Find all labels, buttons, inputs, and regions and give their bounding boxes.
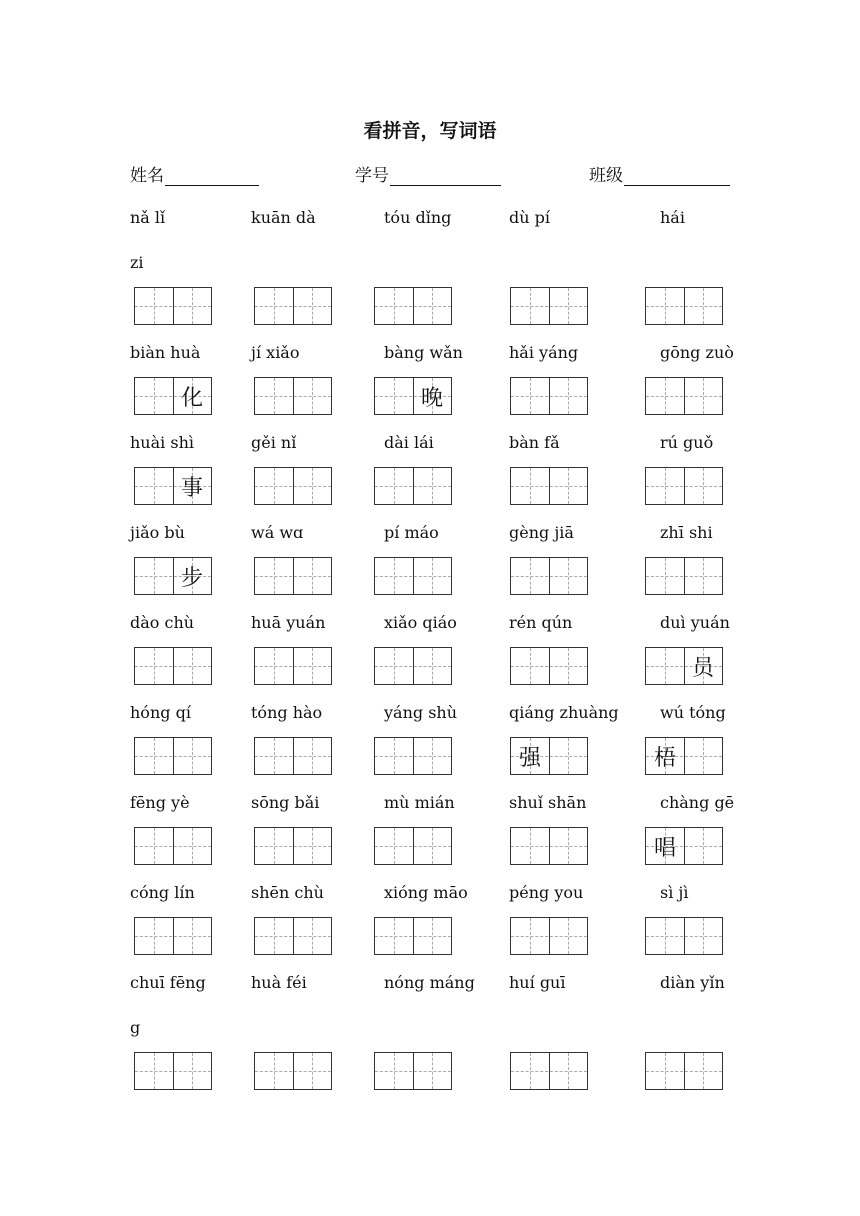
character-cell[interactable] (684, 828, 722, 864)
writing-box[interactable] (645, 377, 723, 415)
writing-box[interactable] (374, 287, 452, 325)
character-cell[interactable] (684, 558, 722, 594)
given-character: 事 (180, 475, 203, 501)
pinyin-prompt: dào chù (130, 613, 195, 632)
writing-box[interactable] (254, 917, 332, 955)
character-cell[interactable] (646, 648, 684, 684)
given-character: 晚 (420, 385, 443, 411)
character-cell[interactable] (646, 1053, 684, 1089)
pinyin-prompt: duì yuán (660, 613, 730, 632)
pinyin-prompt: sì jì (660, 883, 689, 902)
character-cell[interactable] (135, 288, 173, 324)
character-cell[interactable] (255, 738, 293, 774)
character-cell[interactable] (293, 558, 331, 594)
character-cell[interactable] (549, 738, 587, 774)
writing-box[interactable] (374, 737, 452, 775)
writing-box[interactable] (374, 1052, 452, 1090)
pinyin-prompt: shēn chù (251, 883, 324, 902)
character-cell[interactable] (293, 648, 331, 684)
writing-box[interactable] (510, 647, 588, 685)
given-character: 唱 (653, 835, 676, 861)
pinyin-prompt: gōng zuò (660, 343, 734, 362)
character-cell[interactable] (549, 288, 587, 324)
writing-box[interactable] (134, 647, 212, 685)
writing-box[interactable] (645, 557, 723, 595)
character-cell[interactable] (135, 828, 173, 864)
character-cell[interactable] (413, 468, 451, 504)
character-cell[interactable] (511, 1053, 549, 1089)
character-cell[interactable] (293, 828, 331, 864)
pinyin-prompt: rén qún (509, 613, 573, 632)
writing-box[interactable] (645, 827, 723, 865)
character-cell[interactable] (135, 738, 173, 774)
character-cell[interactable] (511, 468, 549, 504)
character-cell[interactable] (646, 288, 684, 324)
writing-box[interactable] (510, 827, 588, 865)
character-cell[interactable] (173, 918, 211, 954)
writing-box[interactable] (254, 827, 332, 865)
pinyin-prompt: diàn yǐn (660, 973, 725, 992)
writing-box[interactable] (254, 287, 332, 325)
writing-box[interactable] (134, 1052, 212, 1090)
writing-box[interactable] (645, 737, 723, 775)
character-cell[interactable] (646, 468, 684, 504)
pinyin-prompt: hái (660, 208, 685, 227)
pinyin-prompt: bàng wǎn (384, 343, 463, 362)
pinyin-prompt: yáng shù (384, 703, 458, 722)
character-cell[interactable] (293, 738, 331, 774)
character-cell[interactable] (413, 738, 451, 774)
writing-box[interactable] (645, 647, 723, 685)
character-cell[interactable] (293, 1053, 331, 1089)
writing-box[interactable] (254, 377, 332, 415)
pinyin-prompt: sōng bǎi (251, 793, 320, 812)
given-character: 员 (691, 655, 714, 681)
pinyin-prompt: huà féi (251, 973, 307, 992)
pinyin-overflow: zi (130, 253, 144, 272)
pinyin-prompt: shuǐ shān (509, 793, 587, 812)
character-cell[interactable] (549, 468, 587, 504)
character-cell[interactable] (511, 918, 549, 954)
writing-box[interactable] (645, 917, 723, 955)
character-cell[interactable] (173, 288, 211, 324)
writing-box[interactable] (134, 917, 212, 955)
character-cell[interactable] (375, 918, 413, 954)
pinyin-prompt: tóu dǐng (384, 208, 452, 227)
writing-box[interactable] (134, 467, 212, 505)
pinyin-prompt: chàng gē (660, 793, 735, 812)
character-cell[interactable] (173, 828, 211, 864)
pinyin-prompt: huā yuán (251, 613, 326, 632)
character-cell[interactable] (255, 468, 293, 504)
writing-box[interactable] (645, 467, 723, 505)
pinyin-prompt: dù pí (509, 208, 550, 227)
writing-box[interactable] (510, 377, 588, 415)
character-cell[interactable] (511, 828, 549, 864)
character-cell[interactable] (684, 1053, 722, 1089)
character-cell[interactable] (255, 288, 293, 324)
character-cell[interactable] (549, 378, 587, 414)
given-character: 强 (518, 745, 541, 771)
character-cell[interactable] (413, 648, 451, 684)
name-blank[interactable] (165, 165, 259, 186)
pinyin-prompt: xióng māo (384, 883, 468, 902)
character-cell[interactable] (549, 828, 587, 864)
pinyin-prompt: bàn fǎ (509, 433, 560, 452)
character-cell[interactable] (375, 558, 413, 594)
character-cell[interactable] (173, 738, 211, 774)
pinyin-prompt: tóng hào (251, 703, 323, 722)
writing-box[interactable] (134, 737, 212, 775)
writing-box[interactable] (510, 557, 588, 595)
character-cell[interactable] (293, 918, 331, 954)
character-cell[interactable] (511, 288, 549, 324)
writing-box[interactable] (134, 377, 212, 415)
character-cell[interactable] (293, 468, 331, 504)
writing-box[interactable] (374, 557, 452, 595)
student-id-field (355, 161, 501, 186)
pinyin-prompt: gèng jiā (509, 523, 574, 542)
pinyin-prompt: hóng qí (130, 703, 191, 722)
character-cell[interactable] (135, 1053, 173, 1089)
pinyin-prompt: nǎ lǐ (130, 208, 166, 227)
character-cell[interactable] (413, 558, 451, 594)
character-cell[interactable] (413, 1053, 451, 1089)
character-cell[interactable] (413, 288, 451, 324)
writing-box[interactable] (134, 287, 212, 325)
character-cell[interactable] (375, 468, 413, 504)
character-cell[interactable] (684, 468, 722, 504)
character-cell[interactable] (549, 1053, 587, 1089)
class-blank[interactable] (624, 165, 730, 186)
student-id-label: 学号 (355, 166, 389, 186)
pinyin-prompt: biàn huà (130, 343, 201, 362)
writing-box[interactable] (510, 1052, 588, 1090)
given-character: 化 (180, 385, 203, 411)
pinyin-prompt: kuān dà (251, 208, 316, 227)
writing-box[interactable] (374, 467, 452, 505)
pinyin-prompt: xiǎo qiáo (384, 613, 457, 632)
writing-box[interactable] (374, 827, 452, 865)
pinyin-prompt: dài lái (384, 433, 434, 452)
character-cell[interactable] (255, 918, 293, 954)
character-cell[interactable] (375, 828, 413, 864)
character-cell[interactable] (511, 378, 549, 414)
pinyin-prompt: nóng máng (384, 973, 475, 992)
writing-box[interactable] (510, 287, 588, 325)
given-character: 步 (180, 565, 203, 591)
pinyin-prompt: jí xiǎo (251, 343, 300, 362)
character-cell[interactable] (255, 378, 293, 414)
character-cell[interactable] (646, 558, 684, 594)
character-cell[interactable] (255, 558, 293, 594)
character-cell[interactable] (255, 828, 293, 864)
character-cell[interactable] (135, 378, 173, 414)
character-cell[interactable] (684, 378, 722, 414)
pinyin-prompt: rú guǒ (660, 433, 714, 452)
character-cell[interactable] (375, 1053, 413, 1089)
page-title: 看拼音，写词语 (363, 120, 497, 142)
pinyin-prompt: cóng lín (130, 883, 195, 902)
writing-box[interactable] (510, 917, 588, 955)
pinyin-prompt: wá wɑ (251, 523, 304, 542)
pinyin-overflow: g (130, 1018, 141, 1037)
character-cell[interactable] (511, 558, 549, 594)
character-cell[interactable] (549, 648, 587, 684)
character-cell[interactable] (413, 918, 451, 954)
pinyin-prompt: huài shì (130, 433, 194, 452)
pinyin-prompt: jiǎo bù (130, 523, 185, 542)
character-cell[interactable] (511, 648, 549, 684)
character-cell[interactable] (135, 558, 173, 594)
pinyin-prompt: fēng yè (130, 793, 190, 812)
character-cell[interactable] (173, 1053, 211, 1089)
character-cell[interactable] (549, 918, 587, 954)
pinyin-prompt: zhī shi (660, 523, 713, 542)
character-cell[interactable] (646, 918, 684, 954)
pinyin-prompt: chuī fēng (130, 973, 206, 992)
character-cell[interactable] (375, 648, 413, 684)
writing-box[interactable] (374, 377, 452, 415)
writing-box[interactable] (254, 1052, 332, 1090)
character-cell[interactable] (135, 648, 173, 684)
writing-box[interactable] (645, 1052, 723, 1090)
character-cell[interactable] (255, 648, 293, 684)
character-cell[interactable] (549, 558, 587, 594)
character-cell[interactable] (646, 378, 684, 414)
class-label: 班级 (589, 166, 623, 186)
pinyin-prompt: mù mián (384, 793, 455, 812)
character-cell[interactable] (684, 738, 722, 774)
writing-box[interactable] (510, 737, 588, 775)
given-character: 梧 (653, 745, 676, 771)
pinyin-prompt: gěi nǐ (251, 433, 297, 452)
writing-box[interactable] (134, 557, 212, 595)
character-cell[interactable] (413, 828, 451, 864)
writing-box[interactable] (374, 647, 452, 685)
writing-box[interactable] (254, 467, 332, 505)
pinyin-prompt: hǎi yáng (509, 343, 579, 362)
pinyin-prompt: pí máo (384, 523, 439, 542)
class-field (589, 161, 730, 186)
character-cell[interactable] (375, 288, 413, 324)
name-field (130, 161, 259, 186)
pinyin-prompt: qiáng zhuàng (509, 703, 619, 722)
writing-box[interactable] (254, 557, 332, 595)
character-cell[interactable] (255, 1053, 293, 1089)
writing-box[interactable] (134, 827, 212, 865)
pinyin-prompt: wú tóng (660, 703, 726, 722)
writing-box[interactable] (374, 917, 452, 955)
pinyin-prompt: huí guī (509, 973, 566, 992)
character-cell[interactable] (293, 378, 331, 414)
writing-box[interactable] (510, 467, 588, 505)
character-cell[interactable] (135, 468, 173, 504)
character-cell[interactable] (375, 378, 413, 414)
writing-box[interactable] (254, 737, 332, 775)
character-cell[interactable] (684, 918, 722, 954)
character-cell[interactable] (375, 738, 413, 774)
student-id-blank[interactable] (390, 165, 501, 186)
writing-box[interactable] (254, 647, 332, 685)
character-cell[interactable] (684, 288, 722, 324)
character-cell[interactable] (173, 648, 211, 684)
character-cell[interactable] (135, 918, 173, 954)
name-label: 姓名 (130, 166, 164, 186)
character-cell[interactable] (293, 288, 331, 324)
pinyin-prompt: péng you (509, 883, 584, 902)
writing-box[interactable] (645, 287, 723, 325)
